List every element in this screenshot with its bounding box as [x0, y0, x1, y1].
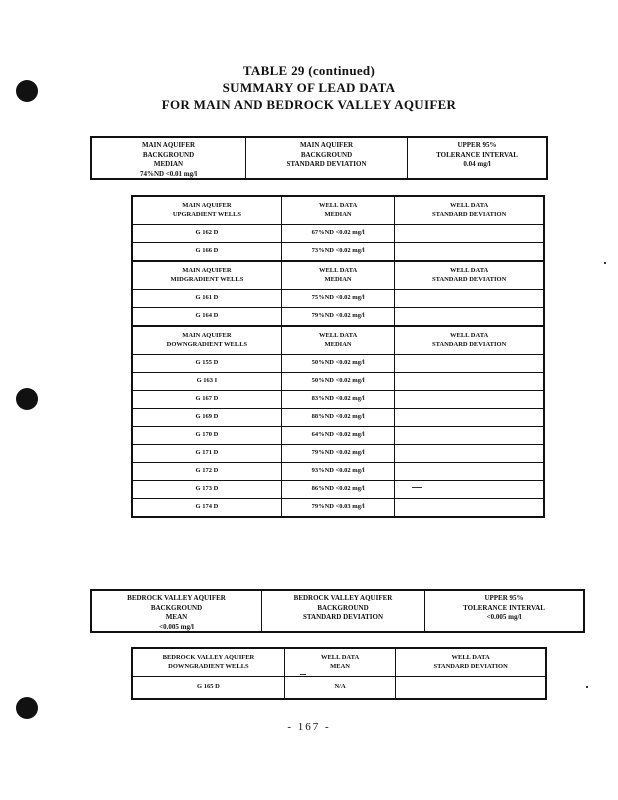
section-header-stdev: WELL DATA STANDARD DEVIATION — [395, 261, 544, 290]
well-stdev-cell — [395, 499, 544, 518]
main-background-median-cell: MAIN AQUIFER BACKGROUND MEDIAN 74%ND <0.01 mg/l — [139, 141, 198, 178]
bedrock-header-stdev: WELL DATA STANDARD DEVIATION — [396, 648, 546, 677]
well-median-cell: 86%ND <0.02 mg/l — [281, 481, 394, 499]
well-id-cell: G 167 D — [132, 391, 281, 409]
bedrock-header-wells: BEDROCK VALLEY AQUIFER DOWNGRADIENT WELLS — [132, 648, 284, 677]
binder-hole-bottom — [16, 697, 38, 719]
bedrock-well-table — [131, 647, 547, 700]
well-stdev-cell — [396, 677, 546, 699]
section-header-wells: MAIN AQUIFER DOWNGRADIENT WELLS — [132, 326, 281, 355]
well-stdev-cell — [395, 355, 544, 373]
well-median-cell: 88%ND <0.02 mg/l — [281, 409, 394, 427]
well-id-cell: G 171 D — [132, 445, 281, 463]
section-header-stdev: WELL DATA STANDARD DEVIATION — [395, 326, 544, 355]
well-median-cell: 75%ND <0.02 mg/l — [281, 290, 394, 308]
table-row — [132, 373, 544, 391]
table-row — [132, 355, 544, 373]
well-median-cell: 79%ND <0.03 mg/l — [281, 499, 394, 518]
table-row — [132, 463, 544, 481]
well-id-cell: G 173 D — [132, 481, 281, 499]
binder-hole-middle — [16, 388, 38, 410]
bedrock-background-mean-cell: BEDROCK VALLEY AQUIFER BACKGROUND MEAN <0.005 mg/l — [127, 594, 226, 631]
table-row — [132, 677, 546, 699]
table-row — [132, 445, 544, 463]
well-stdev-cell — [395, 445, 544, 463]
well-median-cell: 83%ND <0.02 mg/l — [281, 391, 394, 409]
section-header-median: WELL DATA MEDIAN — [281, 196, 394, 225]
well-median-cell: 79%ND <0.02 mg/l — [281, 308, 394, 327]
section-header-median: WELL DATA MEDIAN — [281, 261, 394, 290]
table-row — [132, 290, 544, 308]
well-stdev-cell — [395, 373, 544, 391]
well-median-cell: 73%ND <0.02 mg/l — [281, 243, 394, 262]
well-id-cell: G 162 D — [132, 225, 281, 243]
scan-speck — [604, 262, 606, 264]
bedrock-header-mean: WELL DATA MEAN — [284, 648, 395, 677]
page-number: - 167 - — [287, 721, 331, 733]
well-stdev-cell — [395, 427, 544, 445]
well-id-cell: G 155 D — [132, 355, 281, 373]
well-stdev-cell — [395, 225, 544, 243]
main-aquifer-summary-box — [90, 136, 548, 180]
section-header-wells: MAIN AQUIFER UPGRADIENT WELLS — [132, 196, 281, 225]
well-id-cell: G 174 D — [132, 499, 281, 518]
section-header-row — [132, 326, 544, 355]
well-id-cell: G 164 D — [132, 308, 281, 327]
table-row — [132, 481, 544, 499]
table-row — [132, 427, 544, 445]
scan-speck — [412, 487, 422, 488]
bedrock-background-stdev-cell: BEDROCK VALLEY AQUIFER BACKGROUND STANDARD DEVIATION — [293, 594, 393, 621]
bedrock-tolerance-interval-cell: UPPER 95% TOLERANCE INTERVAL <0.005 mg/l — [463, 594, 545, 621]
table-subtitle-2: FOR MAIN AND BEDROCK VALLEY AQUIFER — [161, 97, 457, 112]
main-background-stdev-cell: MAIN AQUIFER BACKGROUND STANDARD DEVIATION — [286, 141, 367, 168]
table-row — [132, 409, 544, 427]
scan-speck — [300, 674, 306, 675]
main-table-body — [132, 196, 544, 517]
well-id-cell: G 166 D — [132, 243, 281, 262]
well-median-cell: 93%ND <0.02 mg/l — [281, 463, 394, 481]
section-header-median: WELL DATA MEDIAN — [281, 326, 394, 355]
well-stdev-cell — [395, 481, 544, 499]
well-stdev-cell — [395, 308, 544, 327]
table-row — [132, 391, 544, 409]
table-row — [132, 499, 544, 518]
well-median-cell: 50%ND <0.02 mg/l — [281, 355, 394, 373]
well-stdev-cell — [395, 243, 544, 262]
well-stdev-cell — [395, 409, 544, 427]
main-aquifer-well-table — [131, 195, 545, 518]
well-median-cell: 50%ND <0.02 mg/l — [281, 373, 394, 391]
well-id-cell: G 163 I — [132, 373, 281, 391]
well-id-cell: G 169 D — [132, 409, 281, 427]
table-row — [132, 308, 544, 327]
section-header-row — [132, 261, 544, 290]
section-header-wells: MAIN AQUIFER MIDGRADIENT WELLS — [132, 261, 281, 290]
well-median-cell: 79%ND <0.02 mg/l — [281, 445, 394, 463]
well-id-cell: G 165 D — [132, 677, 284, 699]
section-header-row — [132, 196, 544, 225]
table-row — [132, 225, 544, 243]
table-title: TABLE 29 (continued) — [242, 63, 376, 78]
bedrock-table-header-row — [132, 648, 546, 677]
table-row — [132, 243, 544, 262]
section-header-stdev: WELL DATA STANDARD DEVIATION — [395, 196, 544, 225]
well-id-cell: G 161 D — [132, 290, 281, 308]
main-tolerance-interval-cell: UPPER 95% TOLERANCE INTERVAL 0.04 mg/l — [436, 141, 518, 168]
bedrock-summary-box — [90, 589, 585, 633]
well-stdev-cell — [395, 463, 544, 481]
well-id-cell: G 170 D — [132, 427, 281, 445]
well-id-cell: G 172 D — [132, 463, 281, 481]
well-stdev-cell — [395, 290, 544, 308]
scan-speck — [586, 686, 588, 688]
table-subtitle: SUMMARY OF LEAD DATA — [222, 80, 396, 95]
well-mean-cell: N/A — [284, 677, 395, 699]
well-median-cell: 64%ND <0.02 mg/l — [281, 427, 394, 445]
well-stdev-cell — [395, 391, 544, 409]
well-median-cell: 67%ND <0.02 mg/l — [281, 225, 394, 243]
